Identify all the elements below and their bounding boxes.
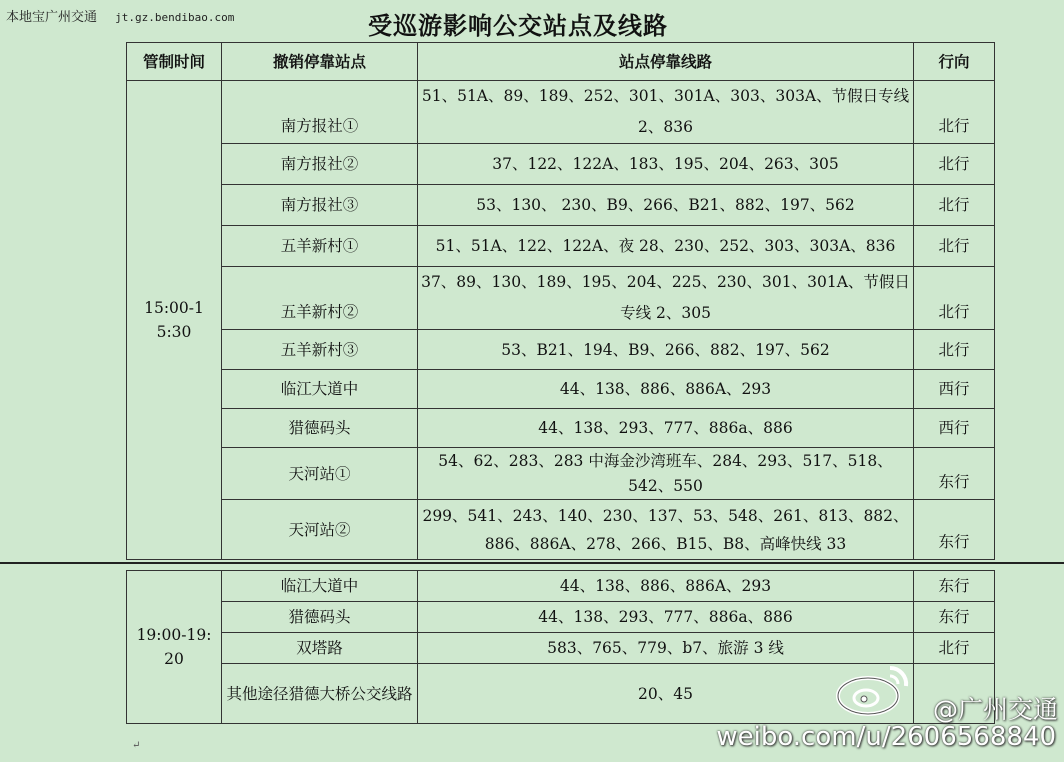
routes-cell: 51、51A、89、189、252、301、301A、303、303A、节假日专线 2、836 (418, 81, 914, 144)
routes-cell: 37、89、130、189、195、204、225、230、301、301A、节假日专线 2、305 (418, 267, 914, 330)
direction-cell: 北行 (914, 226, 995, 267)
control-time: 19:00-19:20 (136, 626, 212, 668)
stop-cell: 猎德码头 (222, 409, 418, 448)
table-row (127, 330, 995, 370)
direction-cell: 东行 (914, 571, 995, 602)
direction-cell: 北行 (914, 330, 995, 370)
stop-cell: 南方报社② (222, 144, 418, 185)
routes-cell: 53、130、 230、B9、266、B21、882、197、562 (418, 185, 914, 226)
top-watermark (6, 6, 234, 25)
stop-cell: 猎德码头 (222, 602, 418, 633)
direction-cell: 东行 (914, 602, 995, 633)
stop-cell: 其他途径猎德大桥公交线路 (222, 664, 418, 724)
control-time-cell (127, 571, 222, 724)
direction-cell: 东行 (914, 500, 995, 560)
routes-cell: 44、138、293、777、886a、886 (418, 602, 914, 633)
stop-cell: 天河站② (222, 500, 418, 560)
schedule-table-1 (126, 42, 995, 560)
direction-cell: 北行 (914, 633, 995, 664)
table-row (127, 571, 995, 602)
table-row (127, 448, 995, 500)
paragraph-mark: ↵ (132, 740, 141, 751)
stop-cell: 南方报社① (222, 81, 418, 144)
routes-cell: 583、765、779、b7、旅游 3 线 (418, 633, 914, 664)
stop-cell: 天河站① (222, 448, 418, 500)
table-row (127, 226, 995, 267)
table-row (127, 409, 995, 448)
routes-cell: 53、B21、194、B9、266、882、197、562 (418, 330, 914, 370)
table-row (127, 81, 995, 144)
direction-cell: 北行 (914, 144, 995, 185)
weibo-url: weibo.com/u/2606568840 (716, 722, 1056, 752)
control-time: 15:00-15:30 (144, 299, 204, 341)
stop-cell: 五羊新村② (222, 267, 418, 330)
header-direction: 行向 (914, 43, 995, 81)
direction-cell: 东行 (914, 448, 995, 500)
routes-cell: 51、51A、122、122A、夜 28、230、252、303、303A、836 (418, 226, 914, 267)
stop-cell: 五羊新村① (222, 226, 418, 267)
section-divider (0, 562, 1064, 564)
direction-cell: 北行 (914, 81, 995, 144)
weibo-logo-icon (832, 662, 912, 718)
table-row (127, 267, 995, 330)
control-time-cell (127, 81, 222, 560)
header-stop: 撤销停靠站点 (222, 43, 418, 81)
weibo-handle: @广州交通 (932, 695, 1058, 724)
table-row (127, 602, 995, 633)
stop-cell: 临江大道中 (222, 571, 418, 602)
routes-cell: 44、138、886、886A、293 (418, 370, 914, 409)
table-row (127, 370, 995, 409)
routes-cell: 299、541、243、140、230、137、53、548、261、813、882、886、886A、278、266、B15、B8、高峰快线 33 (418, 500, 914, 560)
routes-cell: 37、122、122A、183、195、204、263、305 (418, 144, 914, 185)
direction-cell: 北行 (914, 267, 995, 330)
routes-cell: 54、62、283、283 中海金沙湾班车、284、293、517、518、542、550 (418, 448, 914, 500)
routes-cell: 44、138、293、777、886a、886 (418, 409, 914, 448)
stop-cell: 南方报社③ (222, 185, 418, 226)
stop-cell: 双塔路 (222, 633, 418, 664)
table-row (127, 500, 995, 560)
watermark-url: jt.gz.bendibao.com (115, 11, 235, 24)
page-title: 受巡游影响公交站点及线路 (368, 11, 668, 40)
table-row (127, 185, 995, 226)
direction-cell: 北行 (914, 185, 995, 226)
header-row (127, 43, 995, 81)
table-row (127, 633, 995, 664)
stop-cell: 五羊新村③ (222, 330, 418, 370)
header-routes: 站点停靠线路 (418, 43, 914, 81)
direction-cell: 西行 (914, 409, 995, 448)
stop-cell: 临江大道中 (222, 370, 418, 409)
watermark-site: 本地宝广州交通 (6, 10, 98, 25)
table-row (127, 144, 995, 185)
direction-cell: 西行 (914, 370, 995, 409)
routes-cell: 44、138、886、886A、293 (418, 571, 914, 602)
routes-cell: 20、45 (418, 664, 914, 724)
header-time: 管制时间 (127, 43, 222, 81)
